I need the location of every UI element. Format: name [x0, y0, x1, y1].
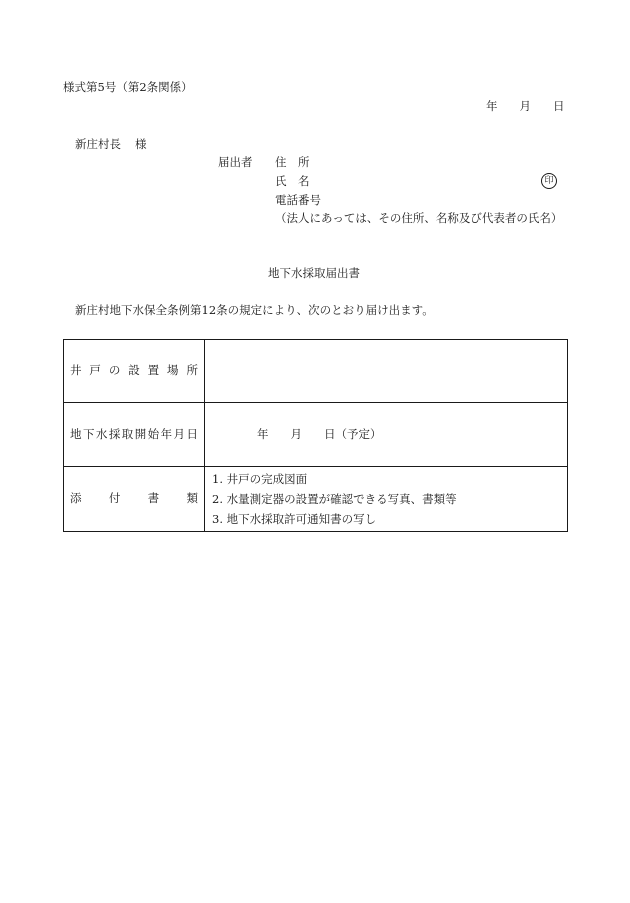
notification-table: [63, 339, 568, 532]
seal-mark: 印: [541, 173, 557, 189]
date-day-label: 日: [553, 99, 565, 113]
address-label: 住 所: [275, 155, 310, 169]
start-date-day: 日（予定）: [324, 426, 382, 441]
addressee: [75, 139, 147, 151]
date-month-label: 月: [519, 99, 531, 113]
addressee-name: 新庄村長: [75, 137, 121, 151]
start-date-month: 月: [290, 426, 302, 441]
name-label: 氏 名: [275, 174, 310, 188]
list-item: 3. 地下水採取許可通知書の写し: [212, 512, 377, 526]
document-title: 地下水採取届出書: [268, 266, 360, 280]
phone-label: 電話番号: [275, 193, 321, 207]
start-date-year: 年: [257, 426, 269, 441]
list-item: 2. 水量測定器の設置が確認できる写真、書類等: [212, 492, 457, 506]
date-line: [486, 101, 565, 113]
well-location-label: 井 戸 の 設 置 場 所: [70, 363, 198, 378]
date-year-label: 年: [486, 99, 498, 113]
well-location-value-cell[interactable]: [205, 340, 568, 403]
start-date-value-cell[interactable]: [205, 403, 568, 467]
list-item: 1. 井戸の完成図面: [212, 472, 308, 486]
start-date-label: 地 下 水 採 取 開 始 年 月 日: [70, 426, 198, 441]
well-location-label-cell: [64, 340, 205, 403]
start-date-label-cell: [64, 403, 205, 467]
attachments-label: 添 付 書 類: [70, 491, 198, 506]
addressee-honorific: 様: [135, 137, 147, 151]
preamble: 新庄村地下水保全条例第12条の規定により、次のとおり届け出ます。: [75, 303, 434, 317]
table-row-attachments: [64, 467, 568, 532]
table-row-start-date: [64, 403, 568, 467]
attachments-label-cell: [64, 467, 205, 532]
submitter-label: 届出者: [218, 155, 253, 169]
form-number: 様式第5号（第2条関係）: [63, 80, 193, 94]
table-row-well-location: [64, 340, 568, 403]
corporate-note: （法人にあっては、その住所、名称及び代表者の氏名）: [275, 211, 563, 225]
attachments-list-cell: [205, 467, 568, 532]
